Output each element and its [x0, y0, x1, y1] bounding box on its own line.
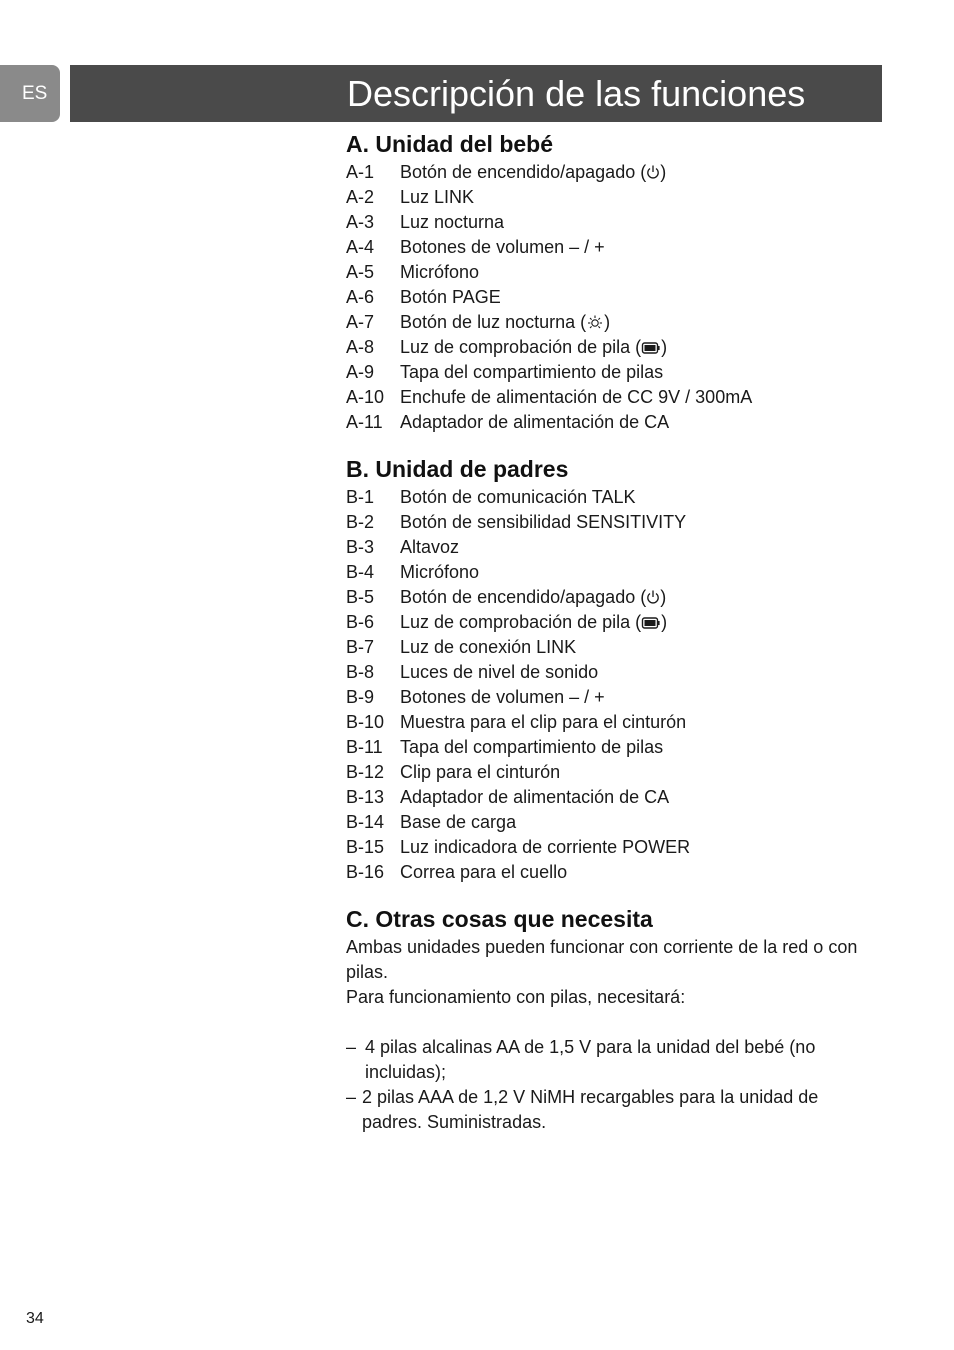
list-item — [346, 660, 866, 685]
item-code: B-16 — [346, 862, 385, 882]
section-b — [346, 453, 866, 885]
item-label: Botón de sensibilidad SENSITIVITY — [400, 512, 687, 532]
item-label: Botones de volumen – / + — [400, 687, 605, 707]
item-code: A-8 — [346, 337, 375, 357]
item-label: Luces de nivel de sonido — [400, 662, 599, 682]
item-code: B-1 — [346, 487, 375, 507]
item-code: A-1 — [346, 162, 375, 182]
item-text — [400, 260, 479, 285]
item-text — [400, 860, 567, 885]
item-code: B-4 — [346, 562, 375, 582]
item-label: Botón PAGE — [400, 287, 501, 307]
list-item — [346, 210, 866, 235]
list-item — [346, 535, 866, 560]
item-code: A-3 — [346, 212, 375, 232]
list-item — [346, 485, 866, 510]
item-label: Micrófono — [400, 562, 480, 582]
item-label-suffix: ) — [661, 612, 668, 632]
section-c — [346, 903, 866, 1135]
list-item — [346, 335, 866, 360]
list-item — [346, 810, 866, 835]
item-text — [400, 285, 501, 310]
item-label-suffix: ) — [660, 587, 667, 607]
list-item — [346, 1035, 866, 1085]
list-item — [346, 160, 866, 185]
item-label-suffix: ) — [661, 337, 668, 357]
item-label: Muestra para el clip para el cinturón — [400, 712, 687, 732]
section-a-list — [346, 160, 866, 435]
item-label-suffix: ) — [604, 312, 611, 332]
list-item — [346, 360, 866, 385]
item-label-suffix: ) — [660, 162, 667, 182]
list-item — [346, 185, 866, 210]
item-text — [400, 785, 669, 810]
list-item — [346, 835, 866, 860]
section-c-paragraph: Ambas unidades pueden funcionar con corriente de la red o con pilas. — [346, 937, 858, 982]
item-label: Luz de comprobación de pila ( — [400, 337, 642, 357]
section-a — [346, 128, 866, 435]
item-text — [400, 585, 666, 610]
item-code: B-10 — [346, 712, 385, 732]
list-item — [346, 735, 866, 760]
item-code: A-5 — [346, 262, 375, 282]
list-item — [346, 635, 866, 660]
item-label: Luz LINK — [400, 187, 475, 207]
item-label: Botón de comunicación TALK — [400, 487, 636, 507]
item-text — [400, 735, 663, 760]
section-b-heading: B. Unidad de padres — [346, 456, 569, 482]
item-text — [400, 685, 605, 710]
item-label: Luz nocturna — [400, 212, 505, 232]
battery-icon — [641, 337, 661, 357]
item-code: A-2 — [346, 187, 375, 207]
power-icon — [646, 162, 660, 182]
list-item — [346, 1085, 866, 1135]
item-text — [400, 235, 605, 260]
list-item — [346, 785, 866, 810]
item-label: Correa para el cuello — [400, 862, 568, 882]
item-label: Botón de encendido/apagado ( — [400, 587, 647, 607]
battery-icon — [641, 612, 661, 632]
page-title: Descripción de las funciones — [347, 73, 806, 114]
item-text — [400, 510, 686, 535]
item-text — [400, 660, 598, 685]
item-code: A-11 — [346, 412, 383, 432]
item-text — [400, 635, 576, 660]
section-c-paragraph: Para funcionamiento con pilas, necesitará: — [346, 987, 686, 1007]
item-text — [400, 710, 686, 735]
item-code: B-6 — [346, 612, 375, 632]
list-item — [346, 385, 866, 410]
item-label: Adaptador de alimentación de CA — [400, 787, 670, 807]
item-code: B-14 — [346, 812, 385, 832]
item-text — [400, 410, 669, 435]
item-code: B-15 — [346, 837, 385, 857]
power-icon — [646, 587, 660, 607]
item-text — [400, 335, 667, 360]
list-item — [346, 560, 866, 585]
item-label: Base de carga — [400, 812, 517, 832]
item-label: Tapa del compartimiento de pilas — [400, 737, 664, 757]
language-tab: ES — [0, 65, 60, 122]
list-item — [346, 260, 866, 285]
item-text — [400, 760, 560, 785]
item-code: B-7 — [346, 637, 375, 657]
item-text — [400, 160, 666, 185]
list-item — [346, 410, 866, 435]
section-b-list — [346, 485, 866, 885]
item-text — [400, 810, 516, 835]
item-label: Clip para el cinturón — [400, 762, 561, 782]
item-code: A-9 — [346, 362, 375, 382]
list-item — [346, 685, 866, 710]
item-label: Luz indicadora de corriente POWER — [400, 837, 691, 857]
item-text — [400, 835, 690, 860]
item-code: B-3 — [346, 537, 375, 557]
item-code: B-5 — [346, 587, 375, 607]
item-text — [400, 385, 752, 410]
item-text — [400, 610, 667, 635]
section-c-heading: C. Otras cosas que necesita — [346, 906, 653, 932]
list-item — [346, 285, 866, 310]
item-text — [400, 535, 459, 560]
item-code: B-11 — [346, 737, 383, 757]
item-text — [400, 185, 474, 210]
item-code: B-8 — [346, 662, 375, 682]
item-label: Adaptador de alimentación de CA — [400, 412, 670, 432]
item-code: A-4 — [346, 237, 375, 257]
page-number: 34 — [26, 1310, 44, 1327]
list-item-text: 4 pilas alcalinas AA de 1,5 V para la unidad del bebé (no incluidas); — [365, 1037, 816, 1082]
section-a-heading: A. Unidad del bebé — [346, 131, 554, 157]
item-text — [400, 360, 663, 385]
list-item — [346, 510, 866, 535]
item-code: A-6 — [346, 287, 375, 307]
item-label: Luz de conexión LINK — [400, 637, 577, 657]
item-label: Micrófono — [400, 262, 480, 282]
list-item — [346, 310, 866, 335]
item-label: Botones de volumen – / + — [400, 237, 605, 257]
list-item — [346, 235, 866, 260]
item-label: Altavoz — [400, 537, 460, 557]
dash-marker: – — [346, 1087, 357, 1107]
dash-marker: – — [346, 1037, 357, 1057]
nightlight-icon — [586, 312, 604, 332]
item-code: B-12 — [346, 762, 385, 782]
list-item — [346, 610, 866, 635]
list-item — [346, 585, 866, 610]
item-text — [400, 560, 479, 585]
list-item — [346, 860, 866, 885]
item-code: B-9 — [346, 687, 375, 707]
item-text — [400, 485, 635, 510]
item-text — [400, 210, 504, 235]
item-code: B-2 — [346, 512, 375, 532]
item-label: Botón de encendido/apagado ( — [400, 162, 647, 182]
content — [346, 128, 866, 1135]
item-label: Botón de luz nocturna ( — [400, 312, 587, 332]
item-text — [400, 310, 610, 335]
list-item — [346, 760, 866, 785]
item-label: Tapa del compartimiento de pilas — [400, 362, 664, 382]
item-label: Luz de comprobación de pila ( — [400, 612, 642, 632]
item-code: B-13 — [346, 787, 385, 807]
title-bar — [70, 65, 882, 122]
item-code: A-10 — [346, 387, 385, 407]
list-item-text: 2 pilas AAA de 1,2 V NiMH recargables para la unidad de padres. Suministradas. — [362, 1087, 819, 1132]
item-label: Enchufe de alimentación de CC 9V / 300mA — [400, 387, 753, 407]
item-code: A-7 — [346, 312, 375, 332]
list-item — [346, 710, 866, 735]
